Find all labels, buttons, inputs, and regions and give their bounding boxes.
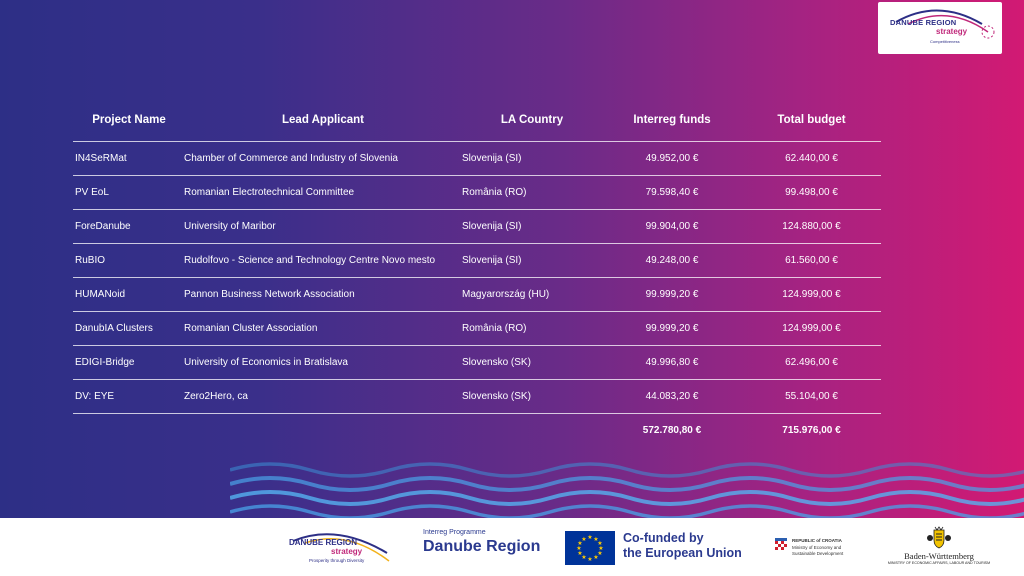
header-total-budget: Total budget: [742, 100, 881, 141]
total-budget: 715.976,00 €: [782, 424, 841, 436]
eu-flag-icon: [565, 531, 615, 565]
cell-total-budget: 124.880,00 €: [742, 209, 881, 243]
cell-interreg-funds: 79.598,40 €: [602, 175, 742, 209]
cell-project-name: DanubIA Clusters: [73, 311, 183, 345]
footer-logo-line2: strategy: [331, 547, 363, 556]
interreg-small-text: Interreg Programme: [423, 529, 486, 536]
cell-lead-applicant: Zero2Hero, ca: [183, 379, 462, 413]
totals-empty-cell: [183, 413, 462, 447]
cell-lead-applicant: Pannon Business Network Association: [183, 277, 462, 311]
footer-logo-line3: Prosperity through Diversity: [309, 558, 365, 563]
cell-project-name: IN4SeRMat: [73, 141, 183, 175]
cell-country: România (RO): [462, 311, 602, 345]
header-project-name: Project Name: [73, 100, 183, 141]
cell-project-name: EDIGI-Bridge: [73, 345, 183, 379]
interreg-big-text: Danube Region: [423, 538, 541, 555]
svg-text:★: ★: [581, 554, 587, 561]
cell-project-name: PV EoL: [73, 175, 183, 209]
cell-country: Slovenija (SI): [462, 141, 602, 175]
footer-logo-bar: [0, 518, 1024, 576]
cell-project-name: HUMANoid: [73, 277, 183, 311]
table-row: [73, 345, 881, 379]
cell-total-budget: 124.999,00 €: [742, 277, 881, 311]
cell-country: Slovenija (SI): [462, 243, 602, 277]
bw-coat-of-arms-icon: [926, 526, 952, 550]
totals-empty-cell: [73, 413, 183, 447]
svg-text:★: ★: [577, 540, 583, 547]
logo-text-line2: strategy: [936, 27, 968, 36]
cell-interreg-funds: 44.083,20 €: [602, 379, 742, 413]
cell-lead-applicant: Romanian Electrotechnical Committee: [183, 175, 462, 209]
cell-total-budget: 124.999,00 €: [742, 311, 881, 345]
svg-text:★: ★: [576, 545, 582, 552]
cell-interreg-funds: 99.999,20 €: [602, 311, 742, 345]
eu-cofunded-text: [623, 531, 742, 561]
svg-text:★: ★: [577, 550, 583, 557]
table-row: [73, 175, 881, 209]
svg-text:★: ★: [598, 545, 604, 552]
table-header-row: [73, 100, 881, 141]
header-la-country: LA Country: [462, 100, 602, 141]
interreg-logo: [423, 529, 540, 556]
cell-lead-applicant: Chamber of Commerce and Industry of Slovenia: [183, 141, 462, 175]
total-interreg-funds: 572.780,80 €: [642, 424, 702, 436]
totals-row: [73, 413, 881, 447]
bw-line1: Baden-Württemberg: [904, 551, 974, 561]
table-row: [73, 209, 881, 243]
decorative-waves: [230, 452, 1024, 518]
croatia-ministry-logo: [775, 536, 855, 564]
table-row: [73, 141, 881, 175]
svg-text:★: ★: [581, 536, 587, 543]
table-row: [73, 277, 881, 311]
cell-interreg-funds: 99.904,00 €: [602, 209, 742, 243]
totals-empty-cell: [462, 413, 602, 447]
cell-project-name: DV: EYE: [73, 379, 183, 413]
cell-total-budget: 99.498,00 €: [742, 175, 881, 209]
cell-interreg-funds: 49.952,00 €: [602, 141, 742, 175]
bw-line2: MINISTRY OF ECONOMIC AFFAIRS, LABOUR AND TOURISM: [887, 561, 991, 565]
croatia-crest-icon: [775, 538, 787, 552]
svg-text:★: ★: [597, 540, 603, 547]
cell-lead-applicant: University of Maribor: [183, 209, 462, 243]
cell-total-budget: 62.440,00 €: [742, 141, 881, 175]
projects-table: [73, 100, 881, 447]
cell-project-name: ForeDanube: [73, 209, 183, 243]
cell-country: Magyarország (HU): [462, 277, 602, 311]
cell-country: Slovenija (SI): [462, 209, 602, 243]
eu-line2: the European Union: [623, 546, 742, 560]
footer-logo-line1: DANUBE REGION: [289, 538, 358, 547]
table-row: [73, 311, 881, 345]
svg-text:★: ★: [593, 536, 599, 543]
danube-strategy-logo-top: [878, 2, 1002, 54]
cell-total-budget: 55.104,00 €: [742, 379, 881, 413]
logo-text-line3: Competitiveness: [930, 39, 960, 44]
svg-text:★: ★: [597, 550, 603, 557]
cell-project-name: RuBIO: [73, 243, 183, 277]
cell-interreg-funds: 49.248,00 €: [602, 243, 742, 277]
svg-text:★: ★: [587, 556, 593, 563]
cell-total-budget: 62.496,00 €: [742, 345, 881, 379]
header-interreg-funds: Interreg funds: [602, 100, 742, 141]
cell-lead-applicant: Rudolfovo - Science and Technology Centre Novo mesto: [183, 243, 462, 277]
cell-lead-applicant: University of Economics in Bratislava: [183, 345, 462, 379]
cell-total-budget: 61.560,00 €: [742, 243, 881, 277]
table-row: [73, 243, 881, 277]
eu-line1: Co-funded by: [623, 531, 704, 545]
cell-country: România (RO): [462, 175, 602, 209]
cell-lead-applicant: Romanian Cluster Association: [183, 311, 462, 345]
croatia-line2: Ministry of Economy and Sustainable Development: [792, 545, 844, 556]
header-lead-applicant: Lead Applicant: [183, 100, 462, 141]
danube-strategy-logo-footer: [287, 527, 392, 569]
svg-text:★: ★: [593, 554, 599, 561]
cell-country: Slovensko (SK): [462, 345, 602, 379]
cell-interreg-funds: 99.999,20 €: [602, 277, 742, 311]
cell-country: Slovensko (SK): [462, 379, 602, 413]
svg-text:★: ★: [587, 534, 593, 541]
baden-wuerttemberg-logo: [883, 526, 995, 572]
cell-interreg-funds: 49.996,80 €: [602, 345, 742, 379]
table-row: [73, 379, 881, 413]
croatia-line1: REPUBLIC of CROATIA: [792, 538, 842, 543]
logo-text-line1: DANUBE REGION: [890, 18, 957, 27]
